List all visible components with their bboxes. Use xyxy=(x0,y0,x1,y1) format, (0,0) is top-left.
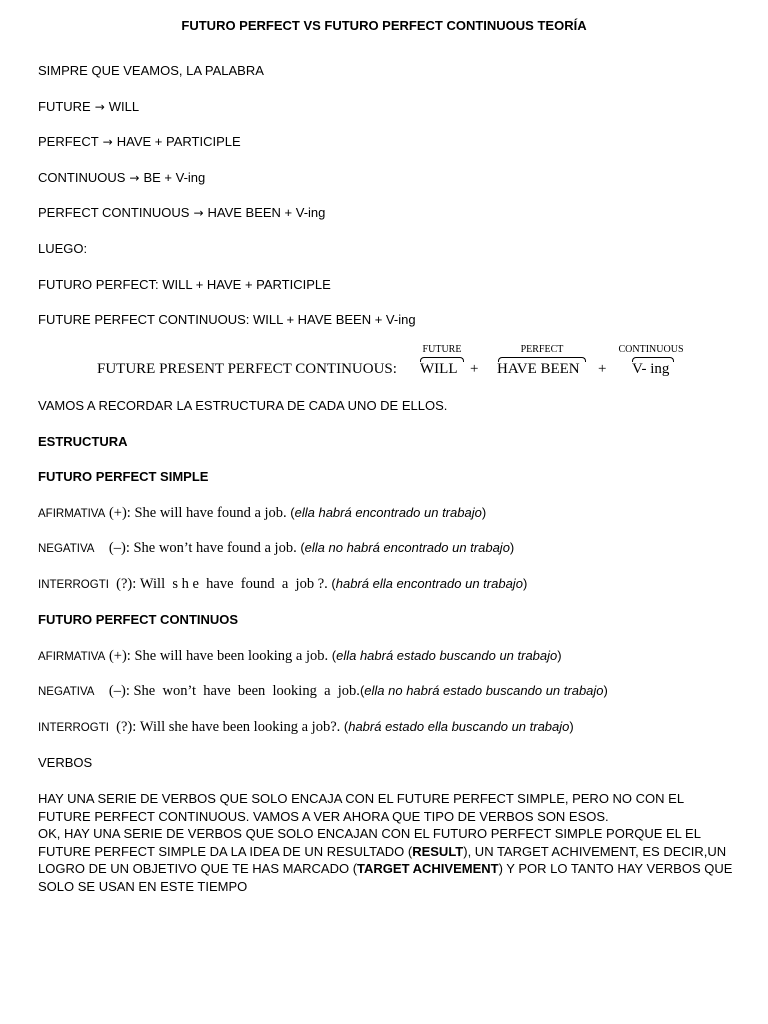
verbos-heading: VERBOS xyxy=(38,755,93,770)
diagram-have-been: HAVE BEEN xyxy=(497,361,580,377)
diagram-plus-1: + xyxy=(470,361,479,377)
caption-continuous: CONTINUOUS xyxy=(618,344,684,355)
example-row xyxy=(38,576,527,593)
caption-perfect: PERFECT xyxy=(520,344,564,355)
page-title: FUTURO PERFECT VS FUTURO PERFECT CONTINUOUS TEORÍA xyxy=(181,18,587,33)
paren-close: ) xyxy=(481,505,487,520)
spanish-translation: ella habrá estado buscando un trabajo xyxy=(336,648,558,663)
arrow-icon: → xyxy=(102,135,113,149)
section-heading: FUTURO PERFECT SIMPLE xyxy=(38,469,209,484)
paren-open: ( xyxy=(340,719,349,734)
rule-right: WILL xyxy=(108,99,140,114)
paragraph-2-bold-target: TARGET ACHIVEMENT xyxy=(357,861,499,876)
row-label: INTERROGTI xyxy=(38,579,109,591)
row-label: AFIRMATIVA xyxy=(38,651,106,663)
paren-open: ( xyxy=(296,540,305,555)
paragraph-2-bold-result: RESULT xyxy=(412,843,464,859)
row-sign: (?): xyxy=(116,719,137,735)
arrow-icon: → xyxy=(193,206,204,220)
row-sign: (?): xyxy=(116,576,137,592)
paren-open: ( xyxy=(327,576,336,591)
example-row xyxy=(38,719,574,736)
paragraph-2-text: OK, HAY UNA SERIE DE VERBOS QUE SOLO ENCAJAN CON EL FUTURO PERFECT SIMPLE PORQUE EL EL FUTURE PERFECT SIMPLE DA LA IDEA DE UN RESULTADO ( xyxy=(38,826,701,859)
paren-open: ( xyxy=(328,648,337,663)
example-row xyxy=(38,648,562,665)
row-sign: (+): xyxy=(108,505,131,521)
formula-future-perfect: FUTURO PERFECT: WILL + HAVE + PARTICIPLE xyxy=(38,277,331,292)
diagram-plus-2: + xyxy=(598,361,607,377)
row-sign: (–): xyxy=(108,683,130,699)
estructura-heading: ESTRUCTURA xyxy=(38,434,128,449)
paragraph-2-text: ) Y POR LO TANTO HAY VERBOS QUE SOLO SE USAN EN ESTE TIEMPO xyxy=(38,861,733,894)
row-sign: (+): xyxy=(108,648,131,664)
paren-close: ) xyxy=(603,683,608,698)
paren-open: ( xyxy=(286,505,295,520)
rule-left: PERFECT CONTINUOUS xyxy=(38,205,190,220)
rule-left: FUTURE xyxy=(38,99,91,114)
paren-open: ( xyxy=(359,683,365,698)
row-label: NEGATIVA xyxy=(38,543,95,555)
diagram-label: FUTURE PRESENT PERFECT CONTINUOUS: xyxy=(97,361,397,377)
paren-close: ) xyxy=(557,648,562,663)
example-row xyxy=(38,505,486,522)
rule-left: CONTINUOUS xyxy=(38,170,126,185)
paren-close: ) xyxy=(569,719,574,734)
rule-perfect-continuous xyxy=(38,205,325,221)
spanish-translation: ella no habrá encontrado un trabajo xyxy=(304,540,510,555)
paragraph-2-text: ), UN TARGET ACHIVEMENT, ES DECIR,UN LOGRO DE UN OBJETIVO QUE TE HAS MARCADO ( xyxy=(38,843,727,876)
intro-line: SIMPRE QUE VEAMOS, LA PALABRA xyxy=(38,63,264,78)
rule-left: PERFECT xyxy=(38,134,99,149)
paragraph-1: HAY UNA SERIE DE VERBOS QUE SOLO ENCAJA CON EL FUTURE PERFECT SIMPLE, PERO NO CON EL FUTURE PERFECT CONTINUOUS. VAMOS A VER AHORA QUE TIPO DE VERBOS SON ESOS. xyxy=(38,791,684,824)
row-label: INTERROGTI xyxy=(38,722,109,734)
arrow-icon: → xyxy=(129,171,140,185)
row-label: AFIRMATIVA xyxy=(38,508,106,520)
rule-future xyxy=(38,99,139,115)
rule-perfect xyxy=(38,134,241,150)
english-sentence: Will she have been looking a job?. xyxy=(139,719,341,735)
paren-close: ) xyxy=(522,576,528,591)
diagram-will: WILL xyxy=(420,361,458,377)
row-sign: (–): xyxy=(108,540,130,556)
example-row xyxy=(38,540,514,557)
rule-right: HAVE BEEN + V-ing xyxy=(207,205,326,220)
english-sentence: She won’t have been looking a job. xyxy=(133,683,360,699)
rule-right: HAVE + PARTICIPLE xyxy=(116,134,241,149)
english-sentence: She won’t have found a job. xyxy=(133,540,297,556)
spanish-translation: habrá estado ella buscando un trabajo xyxy=(348,719,570,734)
luego-label: LUEGO: xyxy=(38,241,88,256)
paragraph-2 xyxy=(38,825,738,895)
row-label: NEGATIVA xyxy=(38,686,95,698)
rule-continuous xyxy=(38,170,205,186)
explanation-block xyxy=(38,790,738,895)
paren-close: ) xyxy=(509,540,515,555)
rule-right: BE + V-ing xyxy=(143,170,206,185)
english-sentence: Will s h e have found a job ?. xyxy=(139,576,328,592)
section-heading: FUTURO PERFECT CONTINUOS xyxy=(38,612,239,627)
spanish-translation: ella habrá encontrado un trabajo xyxy=(294,505,482,520)
english-sentence: She will have been looking a job. xyxy=(134,648,329,664)
formula-future-perfect-continuous: FUTURE PERFECT CONTINUOUS: WILL + HAVE BEEN + V-ing xyxy=(38,312,416,327)
example-row xyxy=(38,683,608,700)
caption-future: FUTURE xyxy=(422,344,462,355)
recordar-line: VAMOS A RECORDAR LA ESTRUCTURA DE CADA UNO DE ELLOS. xyxy=(38,398,448,413)
arrow-icon: → xyxy=(94,100,105,114)
diagram-v-ing: V- ing xyxy=(632,361,670,377)
spanish-translation: ella no habrá estado buscando un trabajo xyxy=(364,683,604,698)
spanish-translation: habrá ella encontrado un trabajo xyxy=(335,576,523,591)
english-sentence: She will have found a job. xyxy=(134,505,287,521)
